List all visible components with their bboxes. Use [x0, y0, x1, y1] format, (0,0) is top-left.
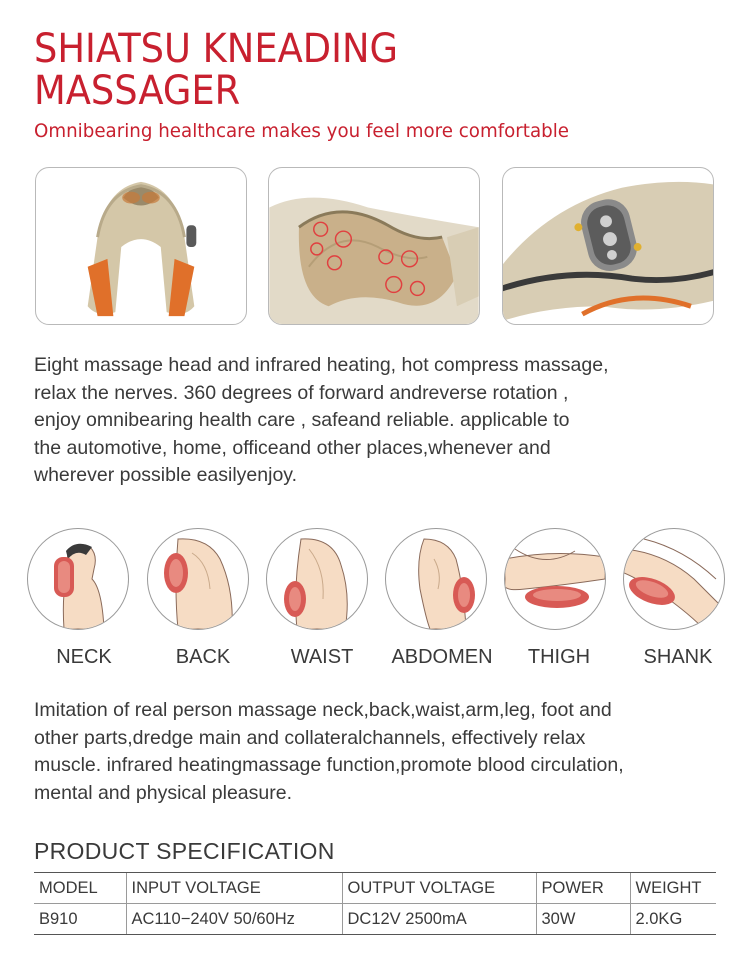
description-line: enjoy omnibearing health care , safeand reliable. applicable to	[34, 409, 570, 431]
spec-header-row	[34, 873, 716, 904]
imitation-line: other parts,dredge main and collateralchannels, effectively relax	[34, 726, 586, 749]
imitation-paragraph	[34, 697, 624, 807]
back-illustration	[147, 528, 249, 630]
shank-illustration	[623, 528, 725, 630]
page-subtitle: Omnibearing healthcare makes you feel more comfortable	[34, 120, 570, 142]
page-title	[34, 28, 586, 112]
spec-header-input-voltage: INPUT VOLTAGE	[126, 873, 342, 904]
neck-illustration	[27, 528, 129, 630]
abdomen-illustration	[385, 528, 487, 630]
description-line: Eight massage head and infrared heating, hot compress massage,	[34, 354, 609, 376]
spec-title: PRODUCT SPECIFICATION	[34, 838, 335, 864]
body-label-neck: NECK	[56, 646, 112, 668]
description-paragraph	[34, 352, 609, 490]
spec-table	[34, 872, 716, 935]
spec-value-input-voltage: AC110−240V 50/60Hz	[126, 904, 342, 935]
spec-value-output-voltage: DC12V 2500mA	[342, 904, 536, 935]
body-label-back: BACK	[175, 646, 231, 668]
spec-header-output-voltage: OUTPUT VOLTAGE	[342, 873, 536, 904]
description-line: the automotive, home, officeand other places,whenever and	[34, 436, 551, 459]
spec-value-model: B910	[34, 904, 126, 935]
control-panel-image	[502, 167, 714, 325]
body-label-shank: SHANK	[643, 646, 713, 668]
spec-header-model: MODEL	[34, 873, 126, 904]
spec-header-power: POWER	[536, 873, 630, 904]
title-line-1: SHIATSU KNEADING	[34, 26, 399, 72]
thigh-illustration	[504, 528, 606, 630]
spec-value-weight: 2.0KG	[630, 904, 716, 935]
imitation-line: mental and physical pleasure.	[34, 781, 292, 804]
spec-header-weight: WEIGHT	[630, 873, 716, 904]
massager-front-image	[35, 167, 247, 325]
body-label-waist: WAIST	[290, 646, 354, 668]
description-line: wherever possible easilyenjoy.	[34, 464, 298, 486]
waist-illustration	[266, 528, 368, 630]
body-label-thigh: THIGH	[527, 646, 591, 668]
spec-value-power: 30W	[536, 904, 630, 935]
title-line-2: MASSAGER	[34, 68, 241, 114]
spec-data-row	[34, 904, 716, 935]
imitation-line: Imitation of real person massage neck,back,waist,arm,leg, foot and	[34, 699, 612, 721]
imitation-line: muscle. infrared heatingmassage function,promote blood circulation,	[34, 754, 624, 776]
description-line: relax the nerves. 360 degrees of forward andreverse rotation ,	[34, 381, 569, 404]
massage-nodes-image	[268, 167, 480, 325]
body-label-abdomen: ABDOMEN	[391, 646, 493, 668]
